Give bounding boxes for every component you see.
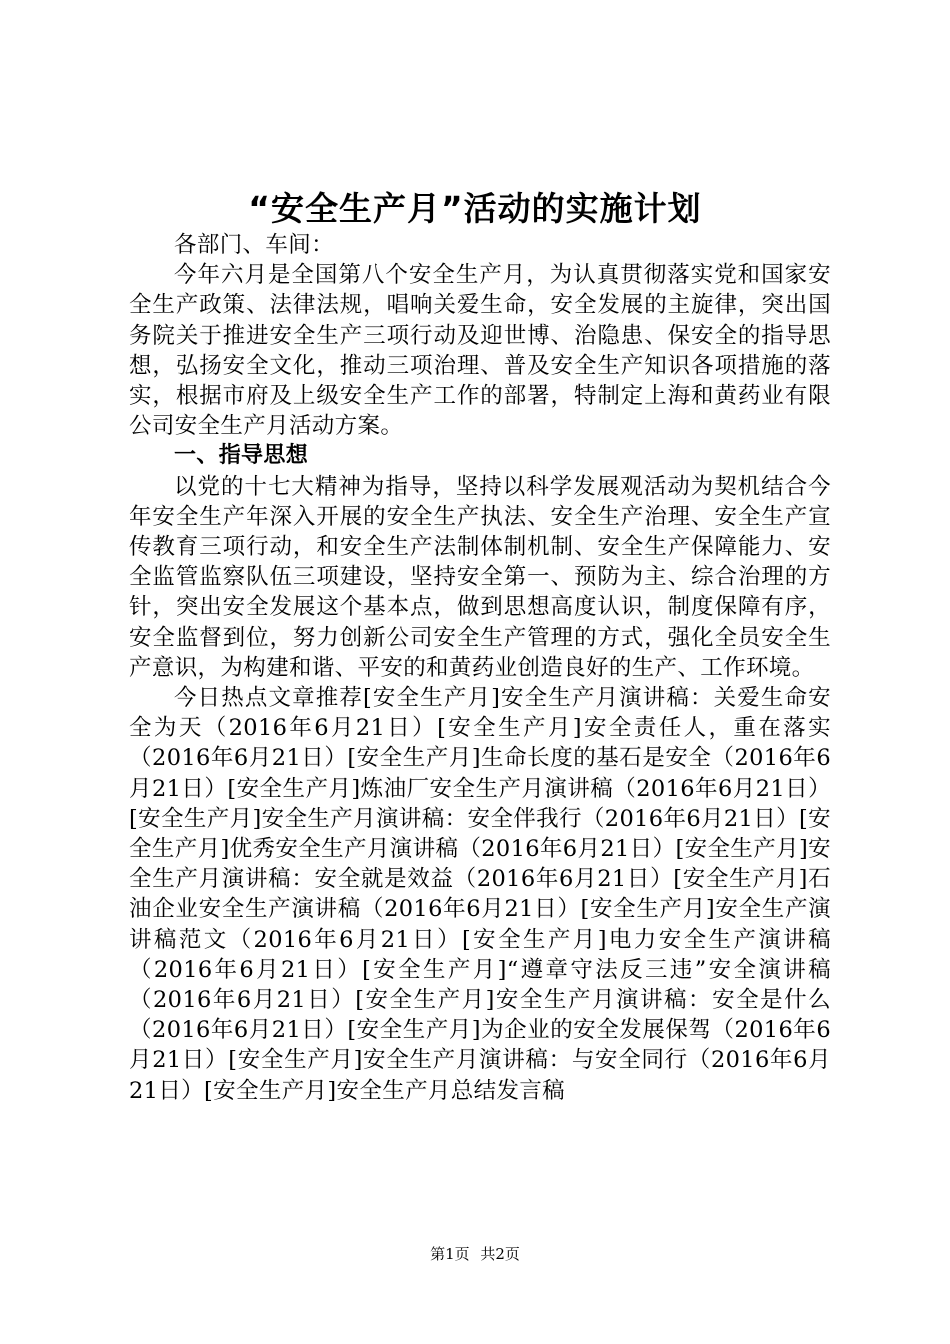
document-body bbox=[129, 230, 831, 1106]
salutation: 各部门、车间： bbox=[174, 232, 334, 258]
page-footer bbox=[0, 1244, 950, 1264]
recommended-articles-paragraph: 今日热点文章推荐[安全生产月]安全生产月演讲稿：关爱生命安全为天（2016年6月21日）[安全生产月]安全责任人，重在落实（2016年6月21日）[安全生产月]生命长度的基石是安全（2016年6月21日）[安全生产月]炼油厂安全生产月演讲稿（2016年6月21日）[安全生产月]安全生产月演讲稿：安全伴我行（2016年6月21日）[安全生产月]优秀安全生产月演讲稿（2016年6月21日）[安全生产月]安全生产月演讲稿：安全就是效益（2016年6月21日）[安全生产月]石油企业安全生产演讲稿（2016年6月21日）[安全生产月]安全生产演讲稿范文（2016年6月21日）[安全生产月]电力安全生产演讲稿（2016年6月21日）[安全生产月]“遵章守法反三违”安全演讲稿（2016年6月21日）[安全生产月]安全生产月演讲稿：安全是什么（2016年6月21日）[安全生产月]为企业的安全发展保驾（2016年6月21日）[安全生产月]安全生产月演讲稿：与安全同行（2016年6月21日）[安全生产月]安全生产月总结发言稿 bbox=[129, 685, 831, 1104]
section-heading-guiding-ideology: 一、指导思想 bbox=[174, 443, 309, 469]
intro-paragraph: 今年六月是全国第八个安全生产月，为认真贯彻落实党和国家安全生产政策、法律法规，唱响关爱生命，安全发展的主旋律，突出国务院关于推进安全生产三项行动及迎世博、治隐患、保安全的指导思想，弘扬安全文化，推动三项治理、普及安全生产知识各项措施的落实，根据市府及上级安全生产工作的部署，特制定上海和黄药业有限公司安全生产月活动方案。 bbox=[129, 262, 831, 440]
page-number: 第1页 bbox=[430, 1245, 470, 1263]
guiding-ideology-paragraph: 以党的十七大精神为指导，坚持以科学发展观活动为契机结合今年安全生产年深入开展的安全生产执法、安全生产治理、安全生产宣传教育三项行动，和安全生产法制体制机制、安全生产保障能力、安全监管监察队伍三项建设，坚持安全第一、预防为主、综合治理的方针，突出安全发展这个基本点，做到思想高度认识，制度保障有序，安全监督到位，努力创新公司安全生产管理的方式，强化全员安全生产意识，为构建和谐、平安的和黄药业创造良好的生产、工作环境。 bbox=[129, 473, 831, 681]
page-total: 共2页 bbox=[480, 1245, 520, 1263]
document-title: “安全生产月”活动的实施计划 bbox=[248, 189, 702, 228]
